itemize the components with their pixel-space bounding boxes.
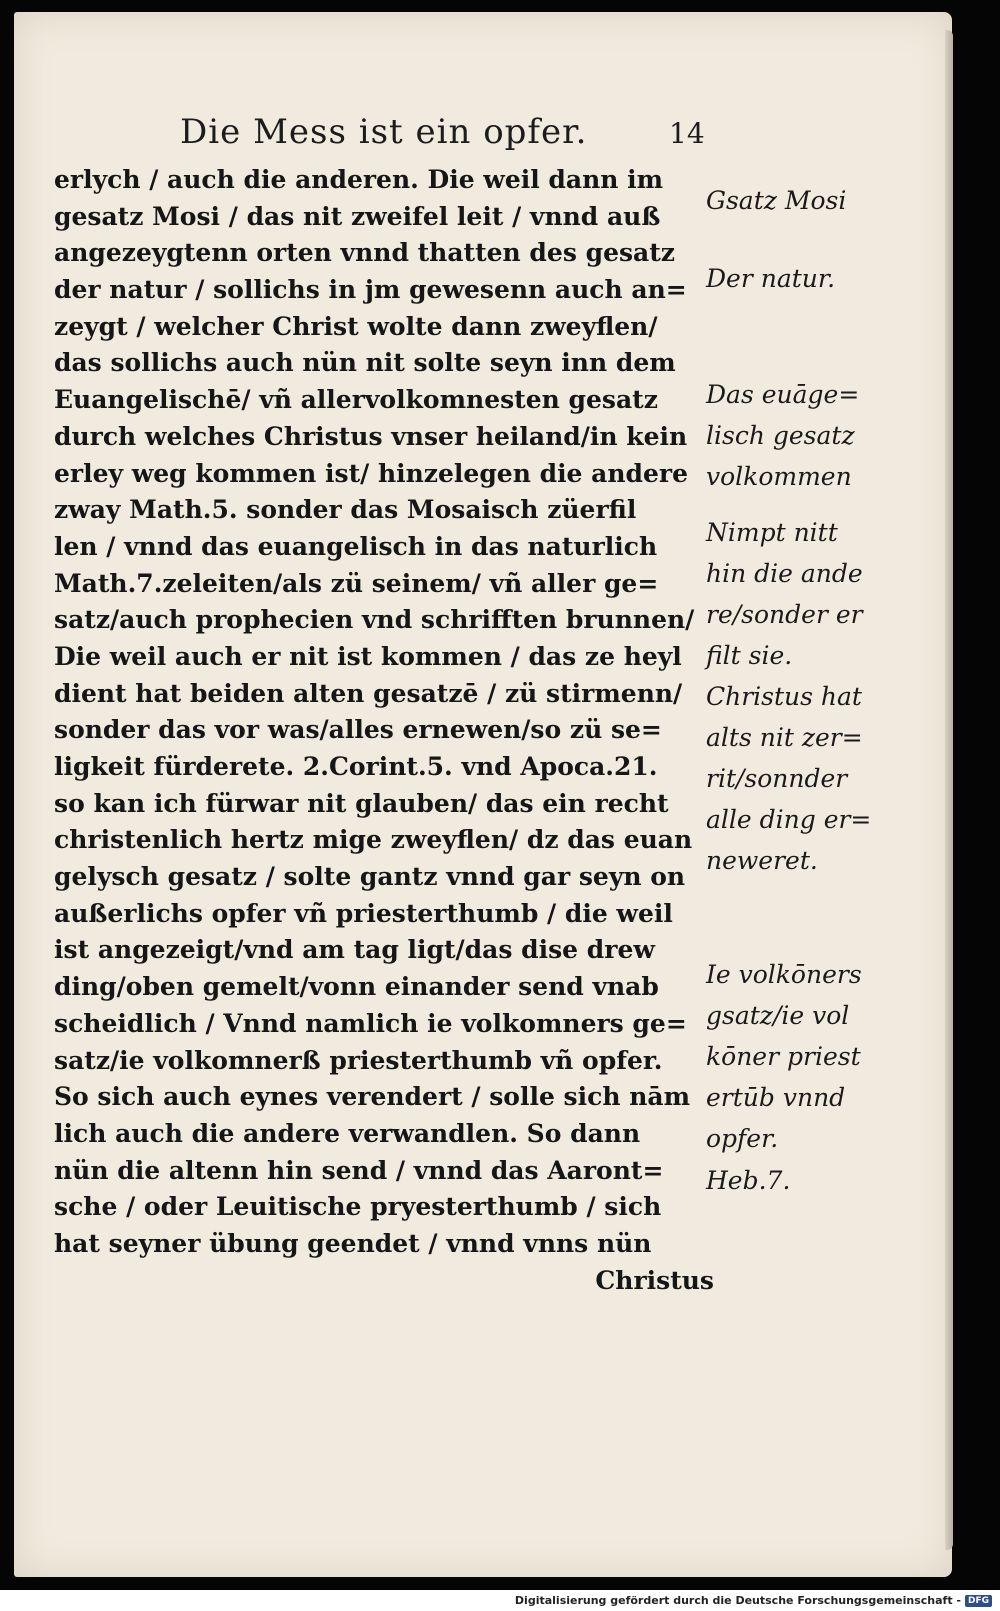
- text-line: angezeygtenn orten vnnd thatten des gesatz: [54, 238, 675, 268]
- text-line: So sich auch eynes verendert / solle sich nām: [54, 1082, 691, 1112]
- margin-note: [706, 180, 846, 221]
- text-line: satz/auch prophecien vnd schrifften brunnen/: [54, 605, 695, 635]
- text-line: zway Math.5. sonder das Mosaisch züerfil: [54, 495, 637, 525]
- text-line: christenlich hertz mige zweyflen/ dz das euan: [54, 825, 693, 855]
- text-line: sche / oder Leuitische pryesterthumb / sich: [54, 1192, 662, 1222]
- margin-note-line: rit/sonnder: [706, 764, 848, 793]
- text-line: Die weil auch er nit ist kommen / das ze heyl: [54, 641, 682, 671]
- margin-note: [706, 374, 859, 497]
- text-line: der natur / sollichs in jm gewesenn auch an=: [54, 275, 687, 305]
- margin-note: [706, 676, 871, 881]
- book-page: [14, 12, 952, 1577]
- text-line: außerlichs opfer vñ priesterthumb / die weil: [54, 898, 673, 928]
- margin-note-line: opfer.: [706, 1124, 779, 1153]
- margin-note-line: Das euāge=: [706, 380, 860, 409]
- text-line: sonder das vor was/alles ernewen/so zü se=: [54, 715, 662, 745]
- text-line: hat seyner übung geendet / vnnd vnns nün: [54, 1228, 652, 1258]
- text-line: dient hat beiden alten gesatzē / zü stirmenn/: [54, 678, 683, 708]
- text-line: gesatz Mosi / das nit zweifel leit / vnnd auß: [54, 201, 661, 231]
- text-line: durch welches Christus vnser heiland/in kein: [54, 421, 688, 451]
- margin-note-line: alle ding er=: [706, 805, 872, 834]
- text-line: so kan ich fürwar nit glauben/ das ein recht: [54, 788, 669, 818]
- margin-note-line: kōner priest: [706, 1042, 861, 1071]
- dfg-logo: DFG: [965, 1595, 992, 1607]
- margin-note: [706, 1160, 790, 1201]
- margin-note-line: Der natur.: [706, 264, 836, 293]
- margin-note-line: hin die ande: [706, 559, 863, 588]
- digitization-credit: [515, 1590, 992, 1611]
- margin-note-line: ertūb vnnd: [706, 1083, 846, 1112]
- text-line: ding/oben gemelt/vonn einander send vnab: [54, 972, 659, 1002]
- margin-note: [706, 954, 862, 1159]
- margin-note-line: filt sie.: [706, 641, 793, 670]
- margin-note-line: Heb.7.: [706, 1166, 791, 1195]
- margin-note-line: Nimpt nitt: [706, 518, 838, 547]
- text-line: Euangelischē/ vñ allervolkomnesten gesatz: [54, 385, 658, 415]
- text-line: gelysch gesatz / solte gantz vnnd gar seyn on: [54, 862, 686, 892]
- text-line: len / vnnd das euangelisch in das naturlich: [54, 531, 658, 561]
- margin-note-line: gsatz/ie vol: [706, 1001, 850, 1030]
- margin-note-line: neweret.: [706, 846, 818, 875]
- marginal-notes: [706, 12, 956, 1312]
- margin-note: [706, 258, 835, 299]
- text-line: zeygt / welcher Christ wolte dann zweyflen/: [54, 311, 658, 341]
- margin-note: [706, 512, 863, 676]
- margin-note-line: lisch gesatz: [706, 421, 855, 450]
- text-line: scheidlich / Vnnd namlich ie volkomners ge=: [54, 1008, 687, 1038]
- page-number: 14: [669, 117, 705, 150]
- running-head: Die Mess ist ein opfer.: [180, 112, 588, 152]
- page-edge: [945, 30, 953, 1550]
- text-line: nün die altenn hin send / vnnd das Aaront=: [54, 1155, 664, 1185]
- margin-note-line: alts nit zer=: [706, 723, 863, 752]
- text-line: ligkeit fürderete. 2.Corint.5. vnd Apoca.21.: [54, 752, 658, 781]
- main-text-column: [54, 162, 714, 1299]
- text-line: satz/ie volkomnerß priesterthumb vñ opfer.: [54, 1045, 663, 1075]
- text-line: ist angezeigt/vnd am tag ligt/das dise drew: [54, 935, 655, 965]
- credit-text: Digitalisierung gefördert durch die Deutsche Forschungsgemeinschaft -: [514, 1594, 961, 1607]
- margin-note-line: re/sonder er: [706, 600, 863, 629]
- catchword: Christus: [595, 1265, 714, 1295]
- margin-note-line: Christus hat: [706, 682, 862, 711]
- margin-note-line: volkommen: [706, 462, 852, 491]
- margin-note-line: Ie volkōners: [706, 960, 862, 989]
- text-line: erlych / auch die anderen. Die weil dann im: [54, 165, 664, 194]
- text-line: lich auch die andere verwandlen. So dann: [54, 1118, 641, 1148]
- text-line: Math.7.zeleiten/als zü seinem/ vñ aller ge=: [54, 568, 659, 598]
- text-line: erley weg kommen ist/ hinzelegen die andere: [54, 458, 689, 488]
- text-line: das sollichs auch nün nit solte seyn inn dem: [54, 348, 676, 378]
- margin-note-line: Gsatz Mosi: [706, 186, 847, 215]
